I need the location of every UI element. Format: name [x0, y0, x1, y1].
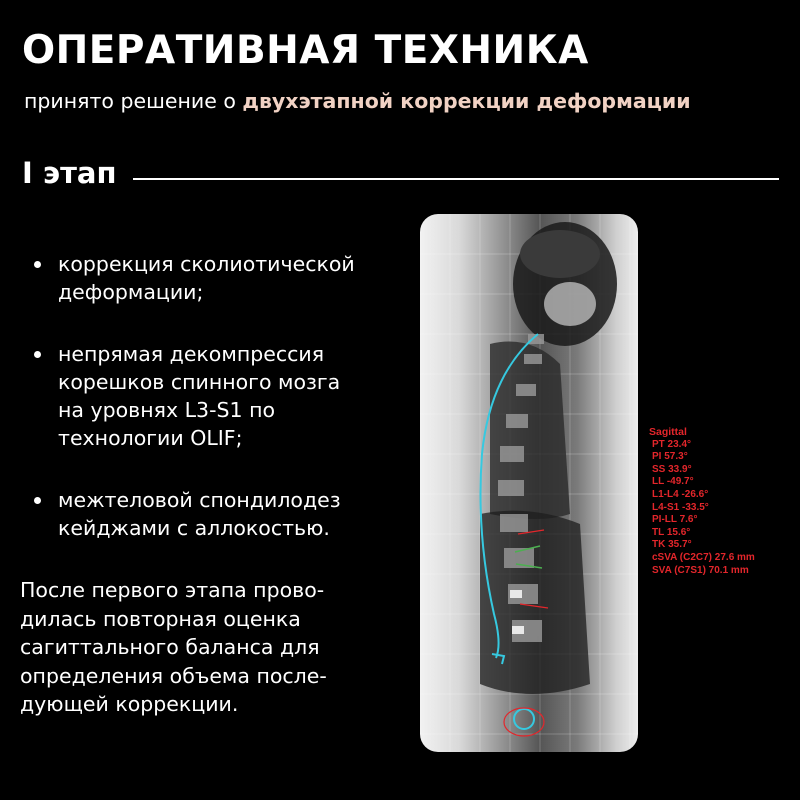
subtitle-prefix: принято решение о: [24, 89, 236, 113]
stage-divider: [133, 178, 779, 180]
paragraph-line: сагиттального баланса для: [20, 635, 320, 659]
bullet-dot-icon: [34, 261, 41, 268]
paragraph-line: дующей коррекции.: [20, 692, 239, 716]
bullet-line: непрямая декомпрессия: [58, 342, 325, 366]
paragraph-line: После первого этапа прово-: [20, 578, 325, 602]
paragraph-line: дилась повторная оценка: [20, 606, 301, 631]
bullet-line: на уровнях L3-S1 по: [58, 398, 276, 422]
measurement-row: SVA (C7S1) 70.1 mm: [652, 564, 749, 576]
sagittal-measurements: [649, 426, 755, 577]
measurement-row: cSVA (C2C7) 27.6 mm: [652, 551, 755, 563]
xray-illustration: [420, 214, 638, 752]
bullet-line: межтеловой спондилодез: [58, 488, 341, 512]
bullet-line: коррекция сколиотической: [58, 252, 355, 276]
spine-xray-image: [420, 214, 638, 752]
bullet-list: [28, 250, 398, 576]
bullet-line: технологии OLIF;: [58, 426, 243, 450]
measurement-row: PT 23.4°: [652, 438, 692, 450]
bullet-line: деформации;: [58, 280, 204, 304]
bullet-dot-icon: [34, 351, 41, 358]
sagittal-header: Sagittal: [649, 426, 687, 438]
bullet-dot-icon: [34, 497, 41, 504]
measurement-row: PI 57.3°: [652, 451, 688, 463]
summary-paragraph: [20, 576, 400, 719]
subtitle-highlight: двухэтапной коррекции деформации: [242, 89, 691, 113]
measurement-row: SS 33.9°: [652, 463, 692, 475]
subtitle: [24, 89, 691, 113]
bullet-item: [28, 340, 398, 452]
measurement-row: L1-L4 -26.6°: [652, 488, 709, 500]
page-title: ОПЕРАТИВНАЯ ТЕХНИКА: [22, 28, 589, 73]
bullet-line: кейджами с аллокостью.: [58, 516, 330, 540]
measurement-row: TK 35.7°: [652, 539, 692, 551]
measurement-row: L4-S1 -33.5°: [652, 501, 709, 513]
bullet-item: [28, 486, 398, 542]
paragraph-line: определения объема после-: [20, 663, 327, 688]
stage-heading: I этап: [22, 156, 117, 190]
measurement-row: TL 15.6°: [652, 526, 691, 538]
bullet-item: [28, 250, 398, 306]
measurement-row: LL -49.7°: [652, 476, 694, 488]
measurement-row: PI-LL 7.6°: [652, 514, 698, 526]
bullet-line: корешков спинного мозга: [58, 370, 341, 394]
